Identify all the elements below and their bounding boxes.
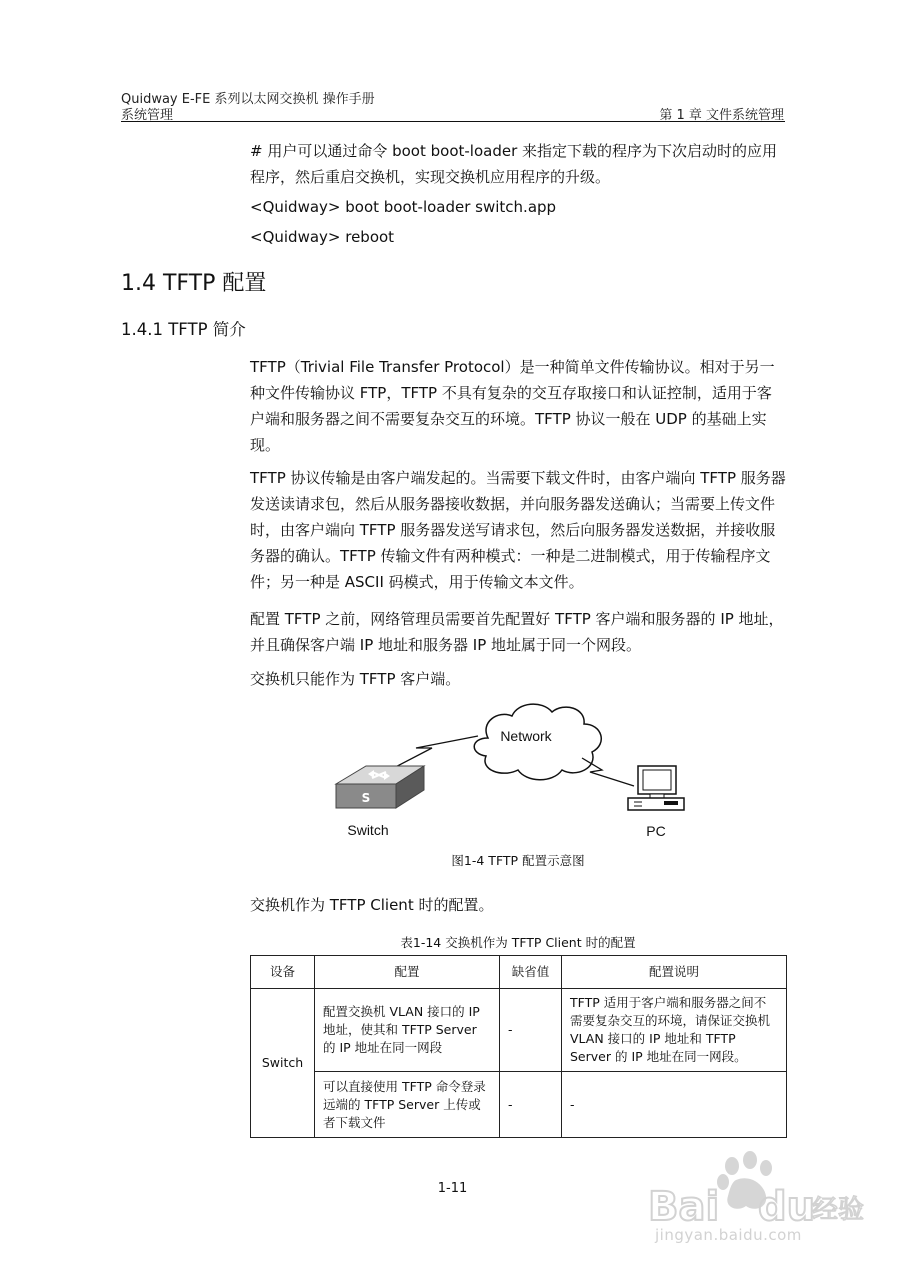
svg-text:经验: 经验: [812, 1195, 865, 1225]
figure-caption: 图1-4 TFTP 配置示意图: [451, 853, 585, 868]
watermark-url: jingyan.baidu.com: [655, 1226, 802, 1244]
header-rule: [121, 121, 785, 122]
svg-text:Bai: Bai: [648, 1184, 720, 1230]
body-paragraph-4: 交换机只能作为 TFTP 客户端。: [250, 670, 461, 688]
cell-config: 可以直接使用 TFTP 命令登录远端的 TFTP Server 上传或者下载文件: [315, 1072, 500, 1138]
command-line-2: <Quidway> reboot: [250, 228, 395, 246]
intro-paragraph: # 用户可以通过命令 boot boot-loader 来指定下载的程序为下次启动时的应用程序，然后重启交换机，实现交换机应用程序的升级。: [250, 142, 778, 186]
switch-icon: [336, 766, 424, 808]
header-title: Quidway E-FE 系列以太网交换机 操作手册: [121, 92, 375, 107]
header-default: 缺省值: [500, 956, 562, 989]
switch-letter: S: [361, 791, 371, 805]
header-chapter: 第 1 章 文件系统管理: [659, 108, 784, 123]
table-header-row: [251, 956, 787, 989]
cell-device: Switch: [251, 989, 315, 1138]
tftp-network-diagram: [320, 696, 700, 846]
table-row: [251, 1072, 787, 1138]
pc-label: PC: [646, 823, 666, 839]
config-table: [250, 955, 787, 1138]
pc-icon: [628, 766, 684, 810]
cell-default: -: [500, 1072, 562, 1138]
cell-config: 配置交换机 VLAN 接口的 IP 地址，使其和 TFTP Server 的 IP 地址在同一网段: [315, 989, 500, 1072]
page-number: 1-11: [437, 1181, 468, 1196]
cell-note: -: [562, 1072, 787, 1138]
command-line-1: <Quidway> boot boot-loader switch.app: [250, 198, 557, 216]
header-note: 配置说明: [562, 956, 787, 989]
subsection-heading: 1.4.1 TFTP 简介: [121, 320, 246, 339]
body-paragraph-3: 配置 TFTP 之前，网络管理员需要首先配置好 TFTP 客户端和服务器的 IP 地址，并且确保客户端 IP 地址和服务器 IP 地址属于同一个网段。: [250, 610, 784, 654]
body-paragraph-1: TFTP（Trivial File Transfer Protocol）是一种简单文件传输协议。相对于另一种文件传输协议 FTP，TFTP 不具有复杂的交互存取接口和认证控制，适用于客户端和服务器之间不需要复杂交互的环境。TFTP 协议一般在 UDP 的基础上实现。: [250, 358, 775, 454]
header-subtitle: 系统管理: [121, 108, 174, 123]
network-label: Network: [500, 728, 552, 744]
body-paragraph-2: TFTP 协议传输是由客户端发起的。当需要下载文件时，由客户端向 TFTP 服务器发送读请求包，然后从服务器接收数据，并向服务器发送确认；当需要上传文件时，由客户端向 TFTP 服务器发送写请求包，然后向服务器发送数据，并接收服务器的确认。TFTP 传输文件有两种模式：一种是二进制模式，用于传输程序文件；另一种是 ASCII 码模式，用于传输文本文件。: [250, 469, 786, 591]
header-config: 配置: [315, 956, 500, 989]
table-row: [251, 989, 787, 1072]
table-caption: 表1-14 交换机作为 TFTP Client 时的配置: [400, 935, 636, 950]
section-heading: 1.4 TFTP 配置: [121, 271, 267, 296]
switch-label: Switch: [347, 822, 389, 838]
header-device: 设备: [251, 956, 315, 989]
cell-default: -: [500, 989, 562, 1072]
link-network-pc: [582, 758, 634, 786]
svg-text:du: du: [758, 1184, 816, 1230]
table-intro: 交换机作为 TFTP Client 时的配置。: [250, 896, 494, 914]
cell-note: TFTP 适用于客户端和服务器之间不需要复杂交互的环境，请保证交换机 VLAN 接口的 IP 地址和 TFTP Server 的 IP 地址在同一网段。: [562, 989, 787, 1072]
